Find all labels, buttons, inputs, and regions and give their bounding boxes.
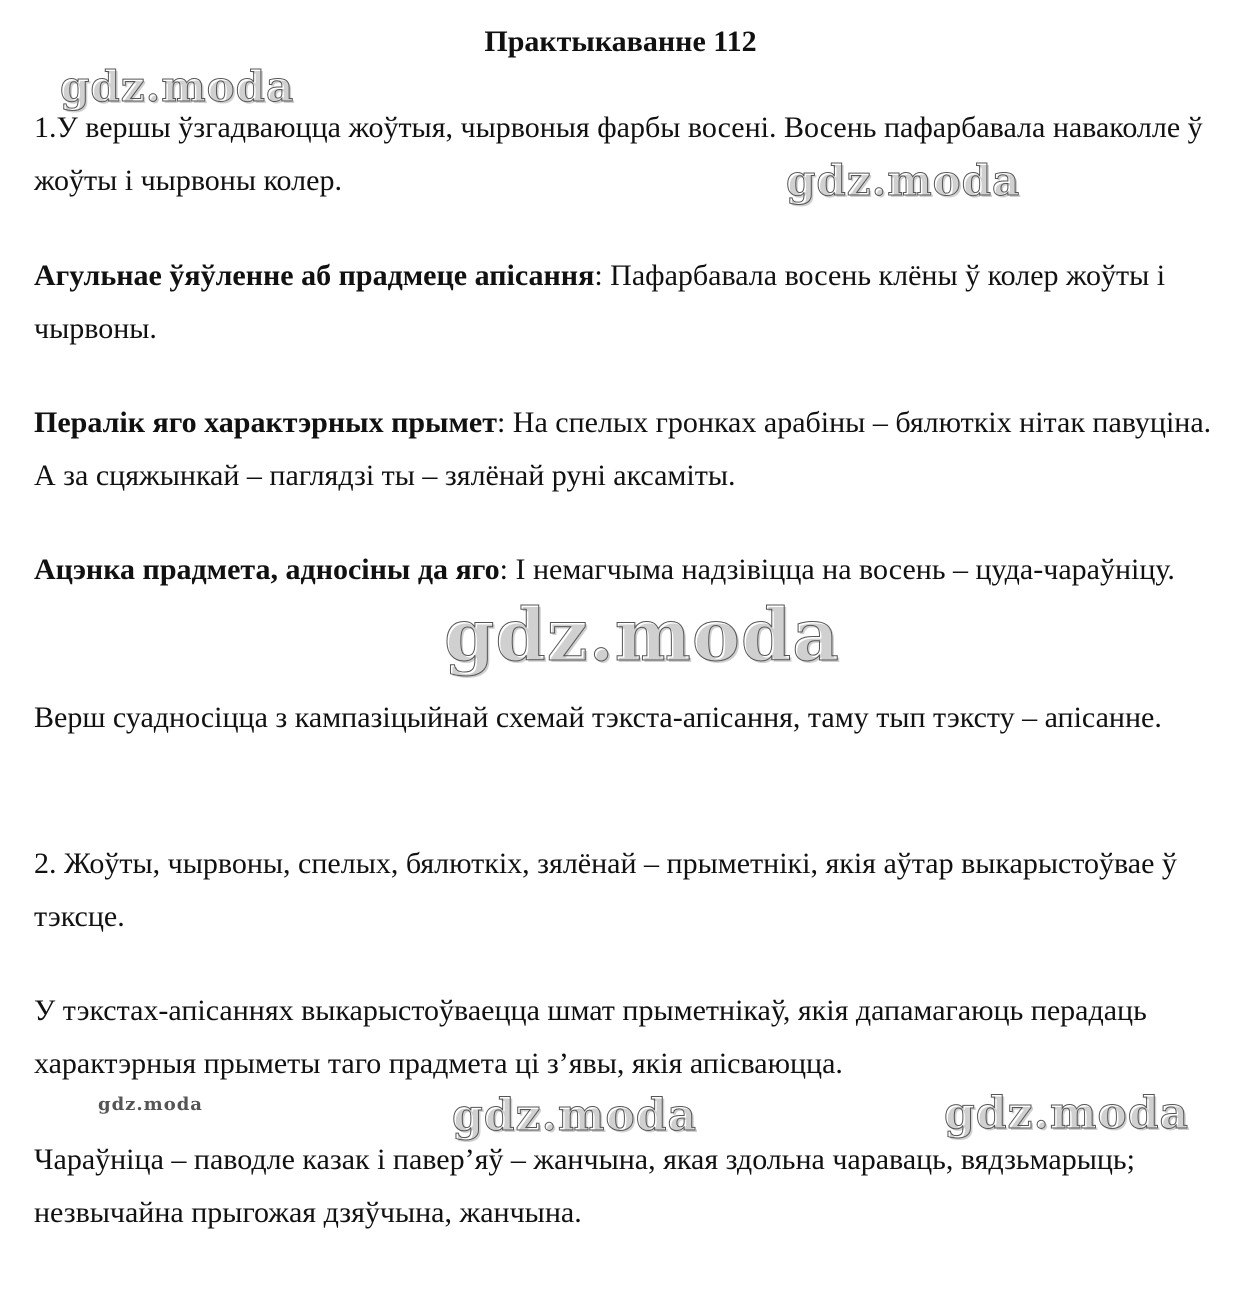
watermark-logo: gdz.moda	[98, 1094, 203, 1115]
paragraph-4-text: : І немагчыма надзівіцца на восень – цуда-чараўніцу.	[499, 553, 1175, 586]
watermark-logo: gdz.moda	[944, 1088, 1190, 1139]
paragraph-2	[34, 249, 1214, 355]
paragraph-3	[34, 396, 1214, 502]
watermark-logo: gdz.moda	[452, 1090, 698, 1141]
watermark-logo: gdz.moda	[444, 592, 840, 677]
paragraph-3-text: : На спелых гронках арабіны – бялюткіх нітак павуціна. А за сцяжынкай – паглядзі ты – зялёнай руні аксаміты.	[34, 406, 1212, 492]
watermark-logo: gdz.moda	[60, 62, 295, 111]
paragraph-2-label: Агульнае ўяўленне аб прадмеце апісання	[34, 259, 595, 292]
paragraph-6: 2. Жоўты, чырвоны, спелых, бялюткіх, зялёнай – прыметнікі, якія аўтар выкарыстоўвае ў тэксце.	[34, 847, 1177, 933]
paragraph-4	[34, 543, 1214, 596]
watermark-logo: gdz.moda	[786, 156, 1021, 205]
page-title: Практыкаванне 112	[484, 25, 757, 58]
paragraph-8: Чараўніца – паводле казак і павер’яў – жанчына, якая здольна чараваць, вядзьмарыць; незвычайна прыгожая дзяўчына, жанчына.	[34, 1143, 1135, 1229]
paragraph-1: 1.У вершы ўзгадваюцца жоўтыя, чырвоныя фарбы восені. Восень пафарбавала наваколле ў жоўты і чырвоны колер.	[34, 111, 1203, 197]
paragraph-4-label: Ацэнка прадмета, адносіны да яго	[34, 553, 500, 586]
paragraph-2-text: : Пафарбавала восень клёны ў колер жоўты і чырвоны.	[34, 259, 1166, 345]
paragraph-3-label: Пералік яго характэрных прымет	[34, 406, 497, 439]
paragraph-5: Верш суадносіцца з кампазіцыйнай схемай тэкста-апісання, таму тып тэксту – апісанне.	[34, 701, 1162, 734]
paragraph-7: У тэкстах-апісаннях выкарыстоўваецца шмат прыметнікаў, якія дапамагаюць перадаць характэрныя прыметы таго прадмета ці з’явы, якія апісваюцца.	[34, 994, 1147, 1080]
